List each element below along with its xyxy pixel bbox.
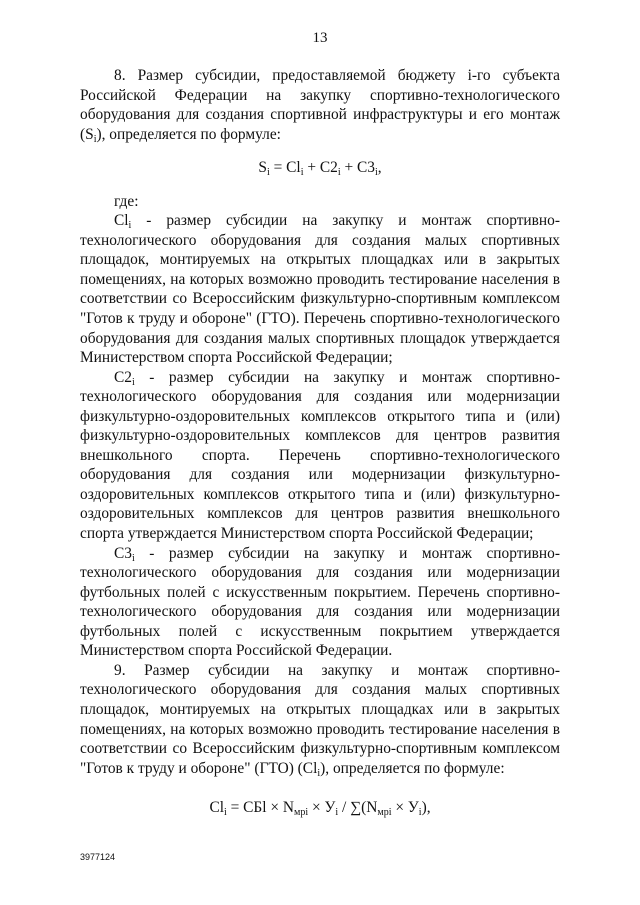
definition-c2 (80, 368, 560, 544)
definition-text: - размер субсидии на закупку и монтаж спортивно-технологического оборудования для создания или модернизации физкультурно-оздоровительных комплексов открытого типа и (или) физкультурно-оздоровительных комплексов для центров развития внешкольного спорта. Перечень спортивно-технологического оборудования для создания или модернизации физкультурно-оздоровительных комплексов открытого типа и (или) физкультурно-оздоровительных комплексов для центров развития внешкольного спорта утверждается Министерством спорта Российской Федерации; (80, 368, 560, 543)
definition-c3 (80, 544, 560, 661)
subscript: i (337, 167, 341, 179)
formula-term: × У (308, 799, 336, 817)
subscript: i (128, 220, 132, 232)
subscript: i (300, 167, 304, 179)
formula-term: Cl (209, 799, 224, 817)
formula-c1-subsidy (80, 798, 560, 818)
paragraph-9-text: 9. Размер субсидии на закупку и монтаж спортивно-технологического оборудования для создания малых спортивных площадок, монтируемых на открытых площадках или в закрытых помещениях, на которых возможно проводить тестирование населения в соответствии со Всероссийским физкультурно-спортивным комплексом "Готов к труду и обороне" (ГТО) (Cl (80, 661, 560, 777)
subscript: i (266, 167, 270, 179)
formula-term: × У (391, 799, 419, 817)
subscript: i (418, 807, 422, 819)
subscript: мрi (294, 807, 309, 819)
formula-term: = Cl (269, 159, 301, 177)
subscript: i (224, 807, 227, 819)
paragraph-8 (80, 66, 560, 144)
symbol: Cl (114, 212, 129, 230)
subscript: i (317, 767, 321, 779)
subscript: i (131, 552, 135, 564)
definition-c1 (80, 211, 560, 367)
symbol: С2 (114, 368, 132, 386)
formula-term: ), (421, 799, 431, 817)
document-body (80, 66, 560, 818)
page-number: 13 (312, 30, 328, 46)
formula-term: , (377, 159, 382, 177)
paragraph-8-tail: ), определяется по формуле: (96, 125, 281, 143)
subscript: мрi (377, 807, 392, 819)
paragraph-9-tail: ), определяется по формуле: (320, 759, 505, 777)
formula-total-subsidy (80, 158, 560, 178)
where-label: где: (114, 192, 139, 210)
formula-term: + C2 (303, 159, 338, 177)
subscript: i (131, 376, 135, 388)
document-code: 3977124 (80, 852, 116, 862)
subscript: i (93, 133, 97, 145)
paragraph-8-text: 8. Размер субсидии, предоставляемой бюджету i-го субъекта Российской Федерации на закупку спортивно-технологического оборудования для создания спортивной инфраструктуры и его монтаж (S (80, 67, 560, 143)
definition-text: - размер субсидии на закупку и монтаж спортивно-технологического оборудования для создания малых спортивных площадок, монтируемых на открытых площадках или в закрытых помещениях, на которых возможно проводить тестирование населения в соответствии со Всероссийским физкультурно-спортивным комплексом "Готов к труду и обороне" (ГТО). Перечень спортивно-технологического оборудования для создания малых спортивных площадок утверждается Министерством спорта Российской Федерации; (80, 212, 560, 367)
paragraph-9 (80, 661, 560, 778)
definition-text: - размер субсидии на закупку и монтаж спортивно-технологического оборудования для создания или модернизации футбольных полей с искусственным покрытием. Перечень спортивно-технологического оборудования для создания или модернизации футбольных полей с искусственным покрытием утверждается Министерством спорта Российской Федерации. (80, 544, 560, 660)
symbol: С3 (114, 544, 132, 562)
formula-term: / ∑(N (338, 799, 378, 817)
subscript: i (374, 167, 378, 179)
formula-term: + C3 (340, 159, 375, 177)
formula-term: S (258, 159, 267, 177)
formula-term: = СБl × N (226, 799, 295, 817)
subscript: i (335, 807, 339, 819)
